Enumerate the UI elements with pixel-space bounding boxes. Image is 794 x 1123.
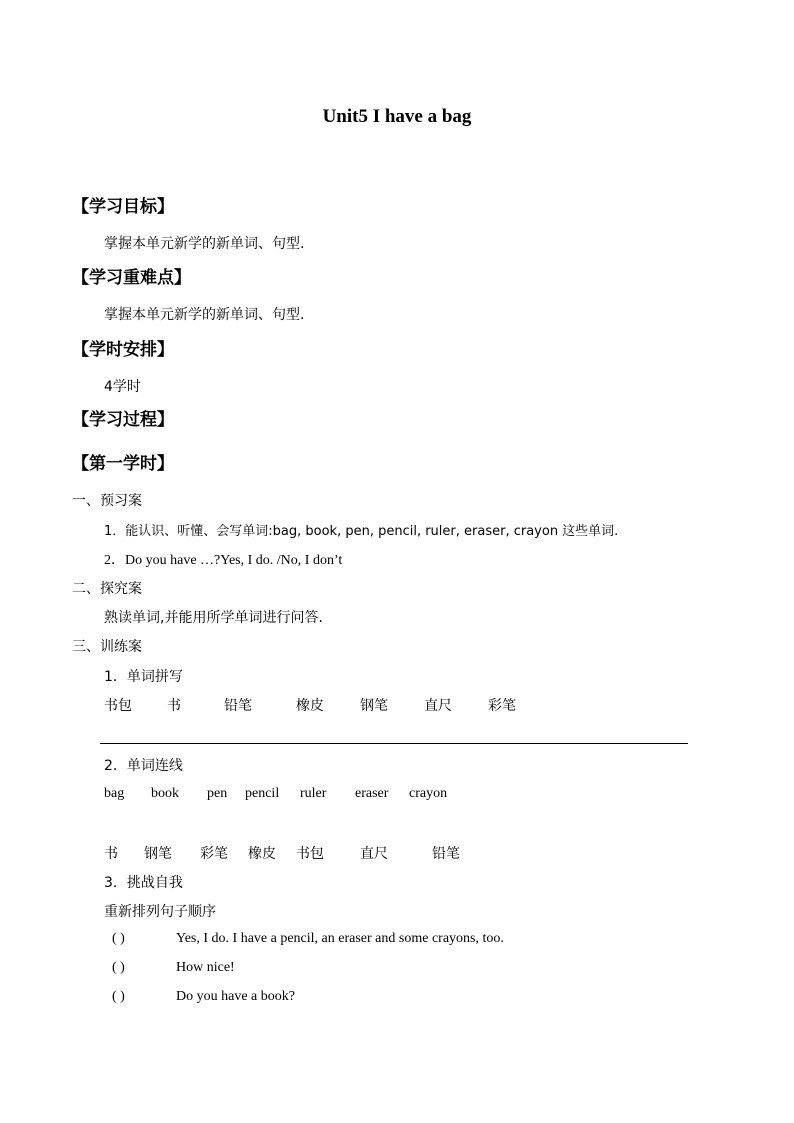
explore-text: 熟读单词,并能用所学单词进行问答. — [104, 610, 323, 626]
process-heading: 【学习过程】 — [72, 410, 174, 430]
matching-english-word: pen — [207, 786, 228, 801]
matching-english-word: eraser — [355, 786, 389, 801]
reorder-sentence: Yes, I do. I have a pencil, an eraser and some crayons, too. — [176, 931, 504, 946]
matching-chinese-word: 直尺 — [360, 846, 388, 862]
spelling-word: 橡皮 — [296, 698, 324, 714]
answer-bracket[interactable]: ( ) — [112, 931, 125, 946]
key-points-text: 掌握本单元新学的新单词、句型. — [104, 307, 305, 323]
matching-chinese-word: 书包 — [296, 846, 324, 862]
matching-english-word: book — [151, 786, 179, 801]
matching-chinese-word: 橡皮 — [248, 846, 276, 862]
reorder-title: 重新排列句子顺序 — [104, 904, 216, 920]
preview-item-1: 1．能认识、听懂、会写单词:bag, book, pen, pencil, ruler, eraser, crayon 这些单词. — [104, 524, 619, 539]
matching-chinese-word: 书 — [104, 846, 118, 862]
spelling-word: 书包 — [104, 698, 132, 714]
explore-heading: 二、探究案 — [72, 581, 142, 597]
preview-item-2: 2．Do you have …?Yes, I do. /No, I don’t — [104, 553, 343, 568]
matching-english-word: ruler — [300, 786, 327, 801]
spelling-word: 铅笔 — [224, 698, 252, 714]
reorder-sentence: How nice! — [176, 960, 235, 975]
matching-english-word: pencil — [245, 786, 280, 801]
answer-bracket[interactable]: ( ) — [112, 989, 125, 1004]
matching-chinese-word: 铅笔 — [432, 846, 460, 862]
page-title: Unit5 I have a bag — [322, 106, 472, 127]
preview-heading: 一、预习案 — [72, 493, 142, 509]
objectives-heading: 【学习目标】 — [72, 197, 174, 217]
schedule-text: 4学时 — [104, 379, 141, 395]
matching-chinese-word: 钢笔 — [144, 846, 172, 862]
answer-line — [100, 743, 688, 744]
matching-chinese-word: 彩笔 — [200, 846, 228, 862]
matching-english-word: crayon — [409, 786, 448, 801]
schedule-heading: 【学时安排】 — [72, 340, 174, 360]
spelling-word: 彩笔 — [488, 698, 516, 714]
spelling-word: 直尺 — [424, 698, 452, 714]
challenge-title: 3．挑战自我 — [104, 875, 183, 891]
matching-english-word: bag — [104, 786, 125, 801]
key-points-heading: 【学习重难点】 — [72, 268, 191, 288]
spelling-word: 书 — [167, 698, 181, 714]
spelling-word: 钢笔 — [360, 698, 388, 714]
reorder-sentence: Do you have a book? — [176, 989, 295, 1004]
spelling-title: 1．单词拼写 — [104, 669, 183, 685]
answer-bracket[interactable]: ( ) — [112, 960, 125, 975]
lesson1-heading: 【第一学时】 — [72, 454, 174, 474]
objectives-text: 掌握本单元新学的新单词、句型. — [104, 236, 305, 252]
matching-title: 2．单词连线 — [104, 758, 183, 774]
training-heading: 三、训练案 — [72, 639, 142, 655]
